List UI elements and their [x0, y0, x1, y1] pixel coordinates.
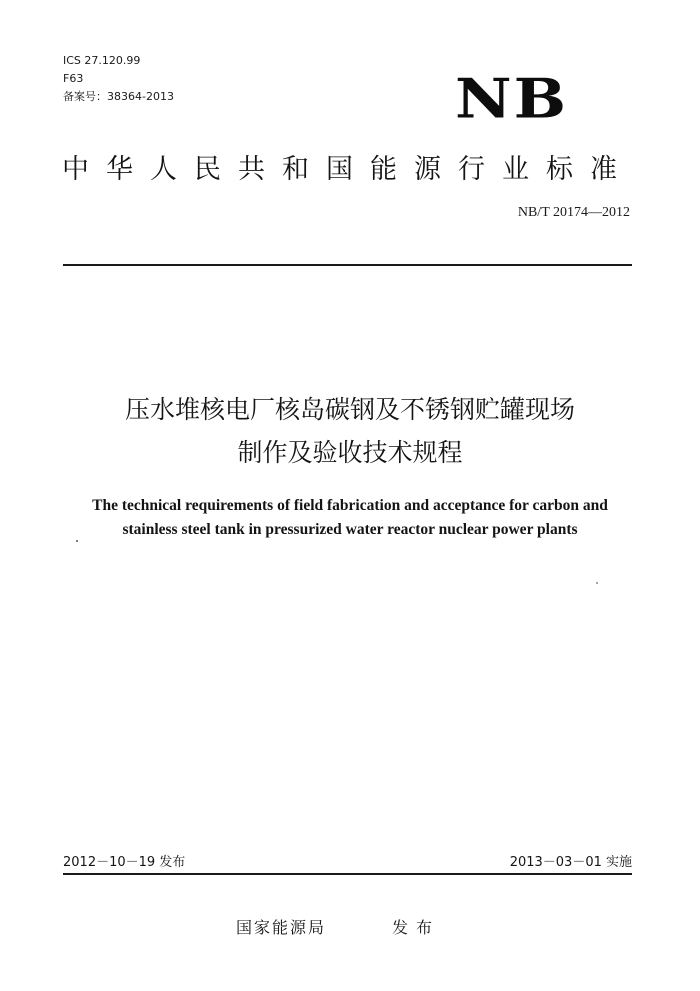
top-divider	[63, 264, 632, 266]
issue-date: 2012－10－19 发布	[63, 855, 186, 870]
scan-speck	[76, 540, 78, 542]
chinese-title-line-2: 制作及验收技术规程	[237, 438, 463, 467]
record-number: 备案号：38364-2013	[63, 90, 174, 103]
english-title-line-2: stainless steel tank in pressurized water reactor nuclear power plants	[122, 521, 578, 538]
publisher-name: 国家能源局	[236, 918, 327, 937]
scan-speck	[596, 582, 598, 584]
chinese-title-line-1: 压水堆核电厂核岛碳钢及不锈钢贮罐现场	[124, 395, 575, 424]
bottom-divider	[63, 873, 632, 875]
nb-logo: NB	[455, 66, 569, 131]
publish-label: 发布	[392, 918, 441, 937]
implementation-date: 2013－03－01 实施	[509, 855, 632, 870]
standard-category-title: 中华人民共和国能源行业标准	[62, 154, 634, 185]
english-title-line-1: The technical requirements of field fabrication and acceptance for carbon and	[92, 497, 608, 514]
ics-code: ICS 27.120.99	[63, 54, 141, 67]
classification-code: F63	[63, 72, 84, 85]
standard-number: NB/T 20174—2012	[517, 205, 630, 220]
